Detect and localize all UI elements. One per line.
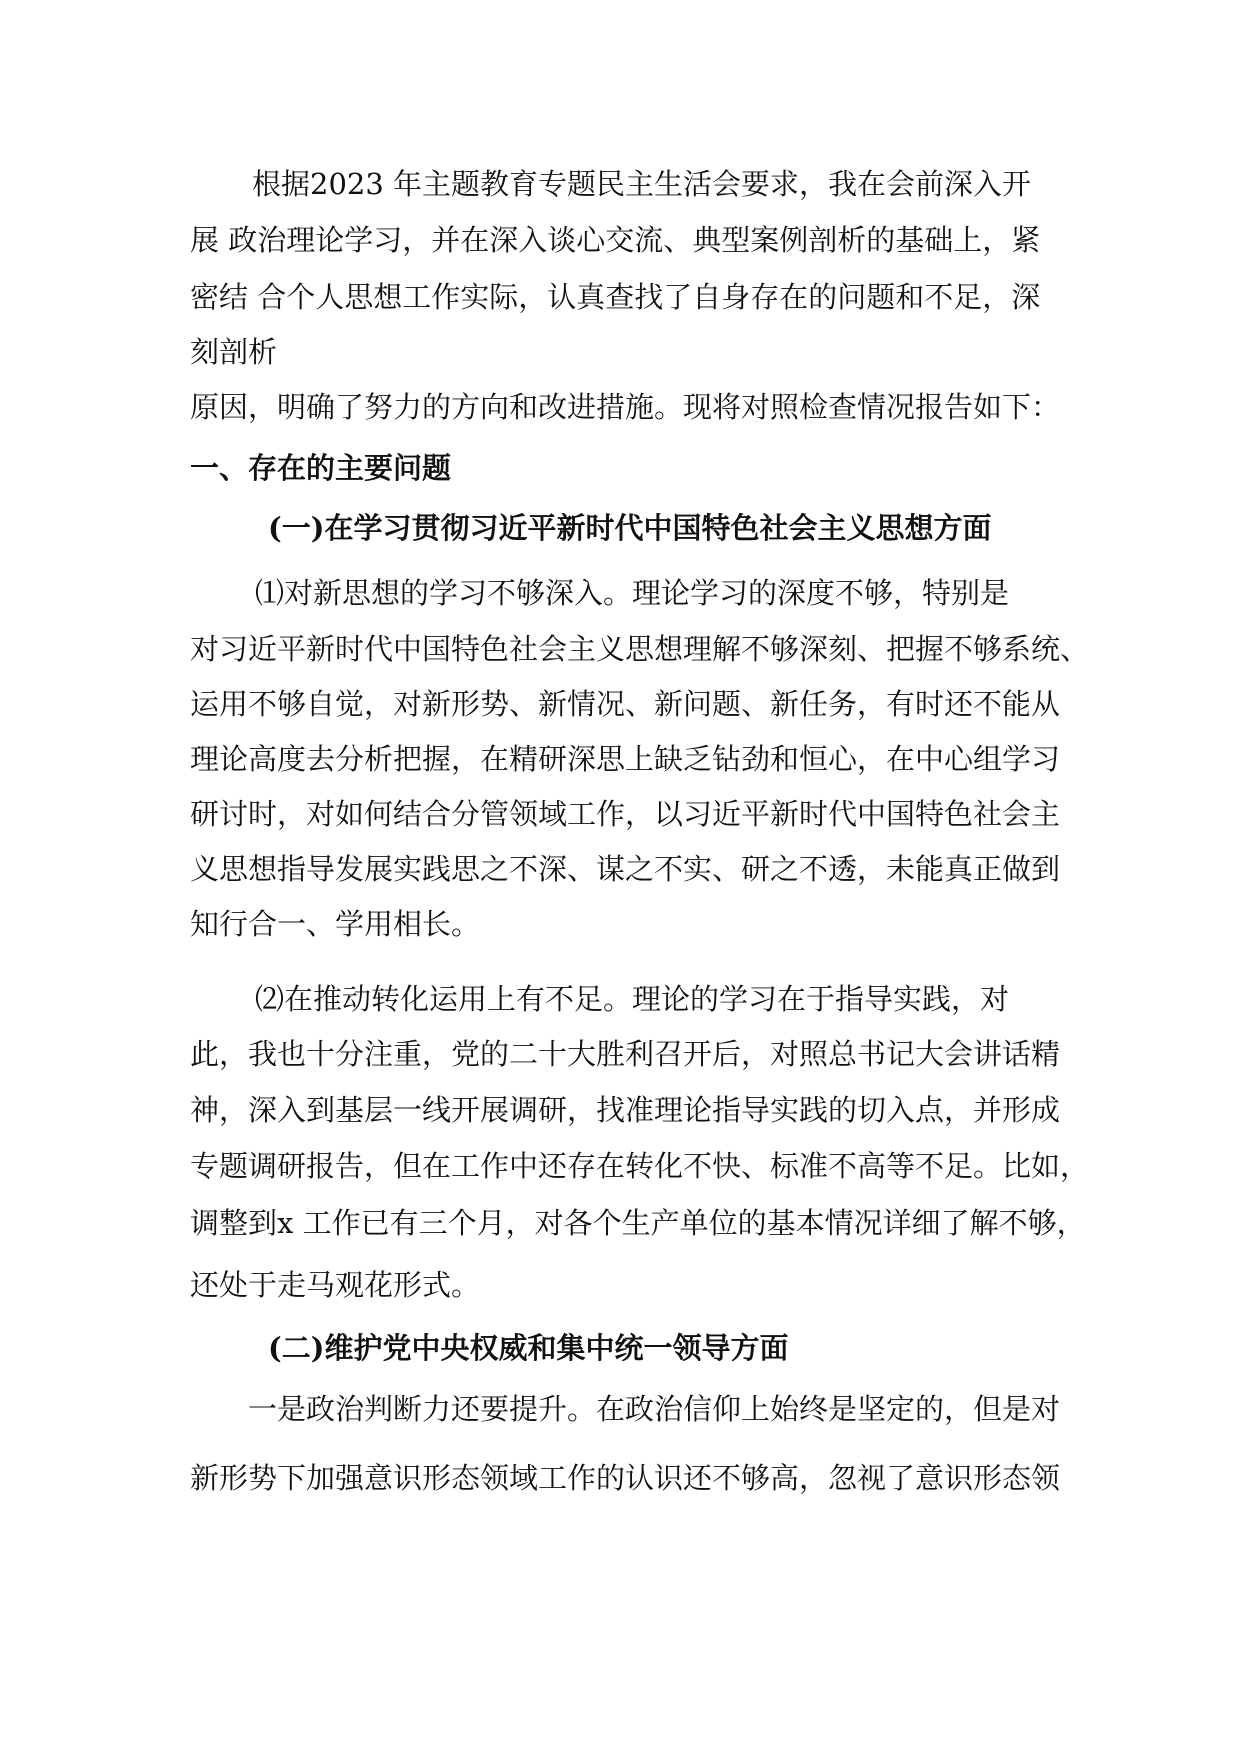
item-1-line-1: ⑴对新思想的学习不够深入。理论学习的深度不够，特别是 [255, 576, 1010, 610]
item-3-line-2: 新形势下加强意识形态领域工作的认识还不够高，忽视了意识形态领 [190, 1461, 1061, 1495]
subsection-heading-1: (一)在学习贯彻习近平新时代中国特色社会主义思想方面 [268, 511, 992, 545]
intro-line-3: 密结 合个人思想工作实际，认真查找了自身存在的问题和不足，深 [190, 280, 1041, 314]
item-1-line-4: 理论高度去分析把握，在精研深思上缺乏钻劲和恒心，在中心组学习 [190, 742, 1061, 776]
item-2-line-4: 专题调研报告，但在工作中还存在转化不快、标准不高等不足。比如， [190, 1149, 1090, 1183]
section-heading: 一、存在的主要问题 [190, 451, 452, 485]
item-1-line-7: 知行合一、学用相长。 [190, 907, 481, 941]
subsection-heading-2: (二)维护党中央权威和集中统一领导方面 [268, 1331, 789, 1365]
item-1-line-2: 对习近平新时代中国特色社会主义思想理解不够深刻、把握不够系统、 [190, 632, 1090, 666]
intro-line-2: 展 政治理论学习，并在深入谈心交流、典型案例剖析的基础上，紧 [190, 223, 1041, 257]
item-1-line-5: 研讨时，对如何结合分管领域工作，以习近平新时代中国特色社会主 [190, 797, 1061, 831]
item-1-line-3: 运用不够自觉，对新形势、新情况、新问题、新任务，有时还不能从 [190, 687, 1061, 721]
item-2-line-2: 此，我也十分注重，党的二十大胜利召开后，对照总书记大会讲话精 [190, 1037, 1061, 1071]
item-2-line-6: 还处于走马观花形式。 [190, 1268, 481, 1302]
intro-line-1: 根据2023 年主题教育专题民主生活会要求，我在会前深入开 [252, 167, 1032, 201]
item-1-line-6: 义思想指导发展实践思之不深、谋之不实、研之不透，未能真正做到 [190, 852, 1061, 886]
item-2-line-3: 神，深入到基层一线开展调研，找准理论指导实践的切入点，并形成 [190, 1093, 1061, 1127]
item-2-line-5: 调整到x 工作已有三个月，对各个生产单位的基本情况详细了解不够， [190, 1206, 1086, 1240]
intro-line-4: 刻剖析 [190, 335, 278, 369]
intro-line-5: 原因，明确了努力的方向和改进措施。现将对照检查情况报告如下： [190, 390, 1061, 424]
item-3-line-1: 一是政治判断力还要提升。在政治信仰上始终是坚定的，但是对 [248, 1392, 1061, 1426]
item-2-line-1: ⑵在推动转化运用上有不足。理论的学习在于指导实践，对 [255, 982, 1010, 1016]
